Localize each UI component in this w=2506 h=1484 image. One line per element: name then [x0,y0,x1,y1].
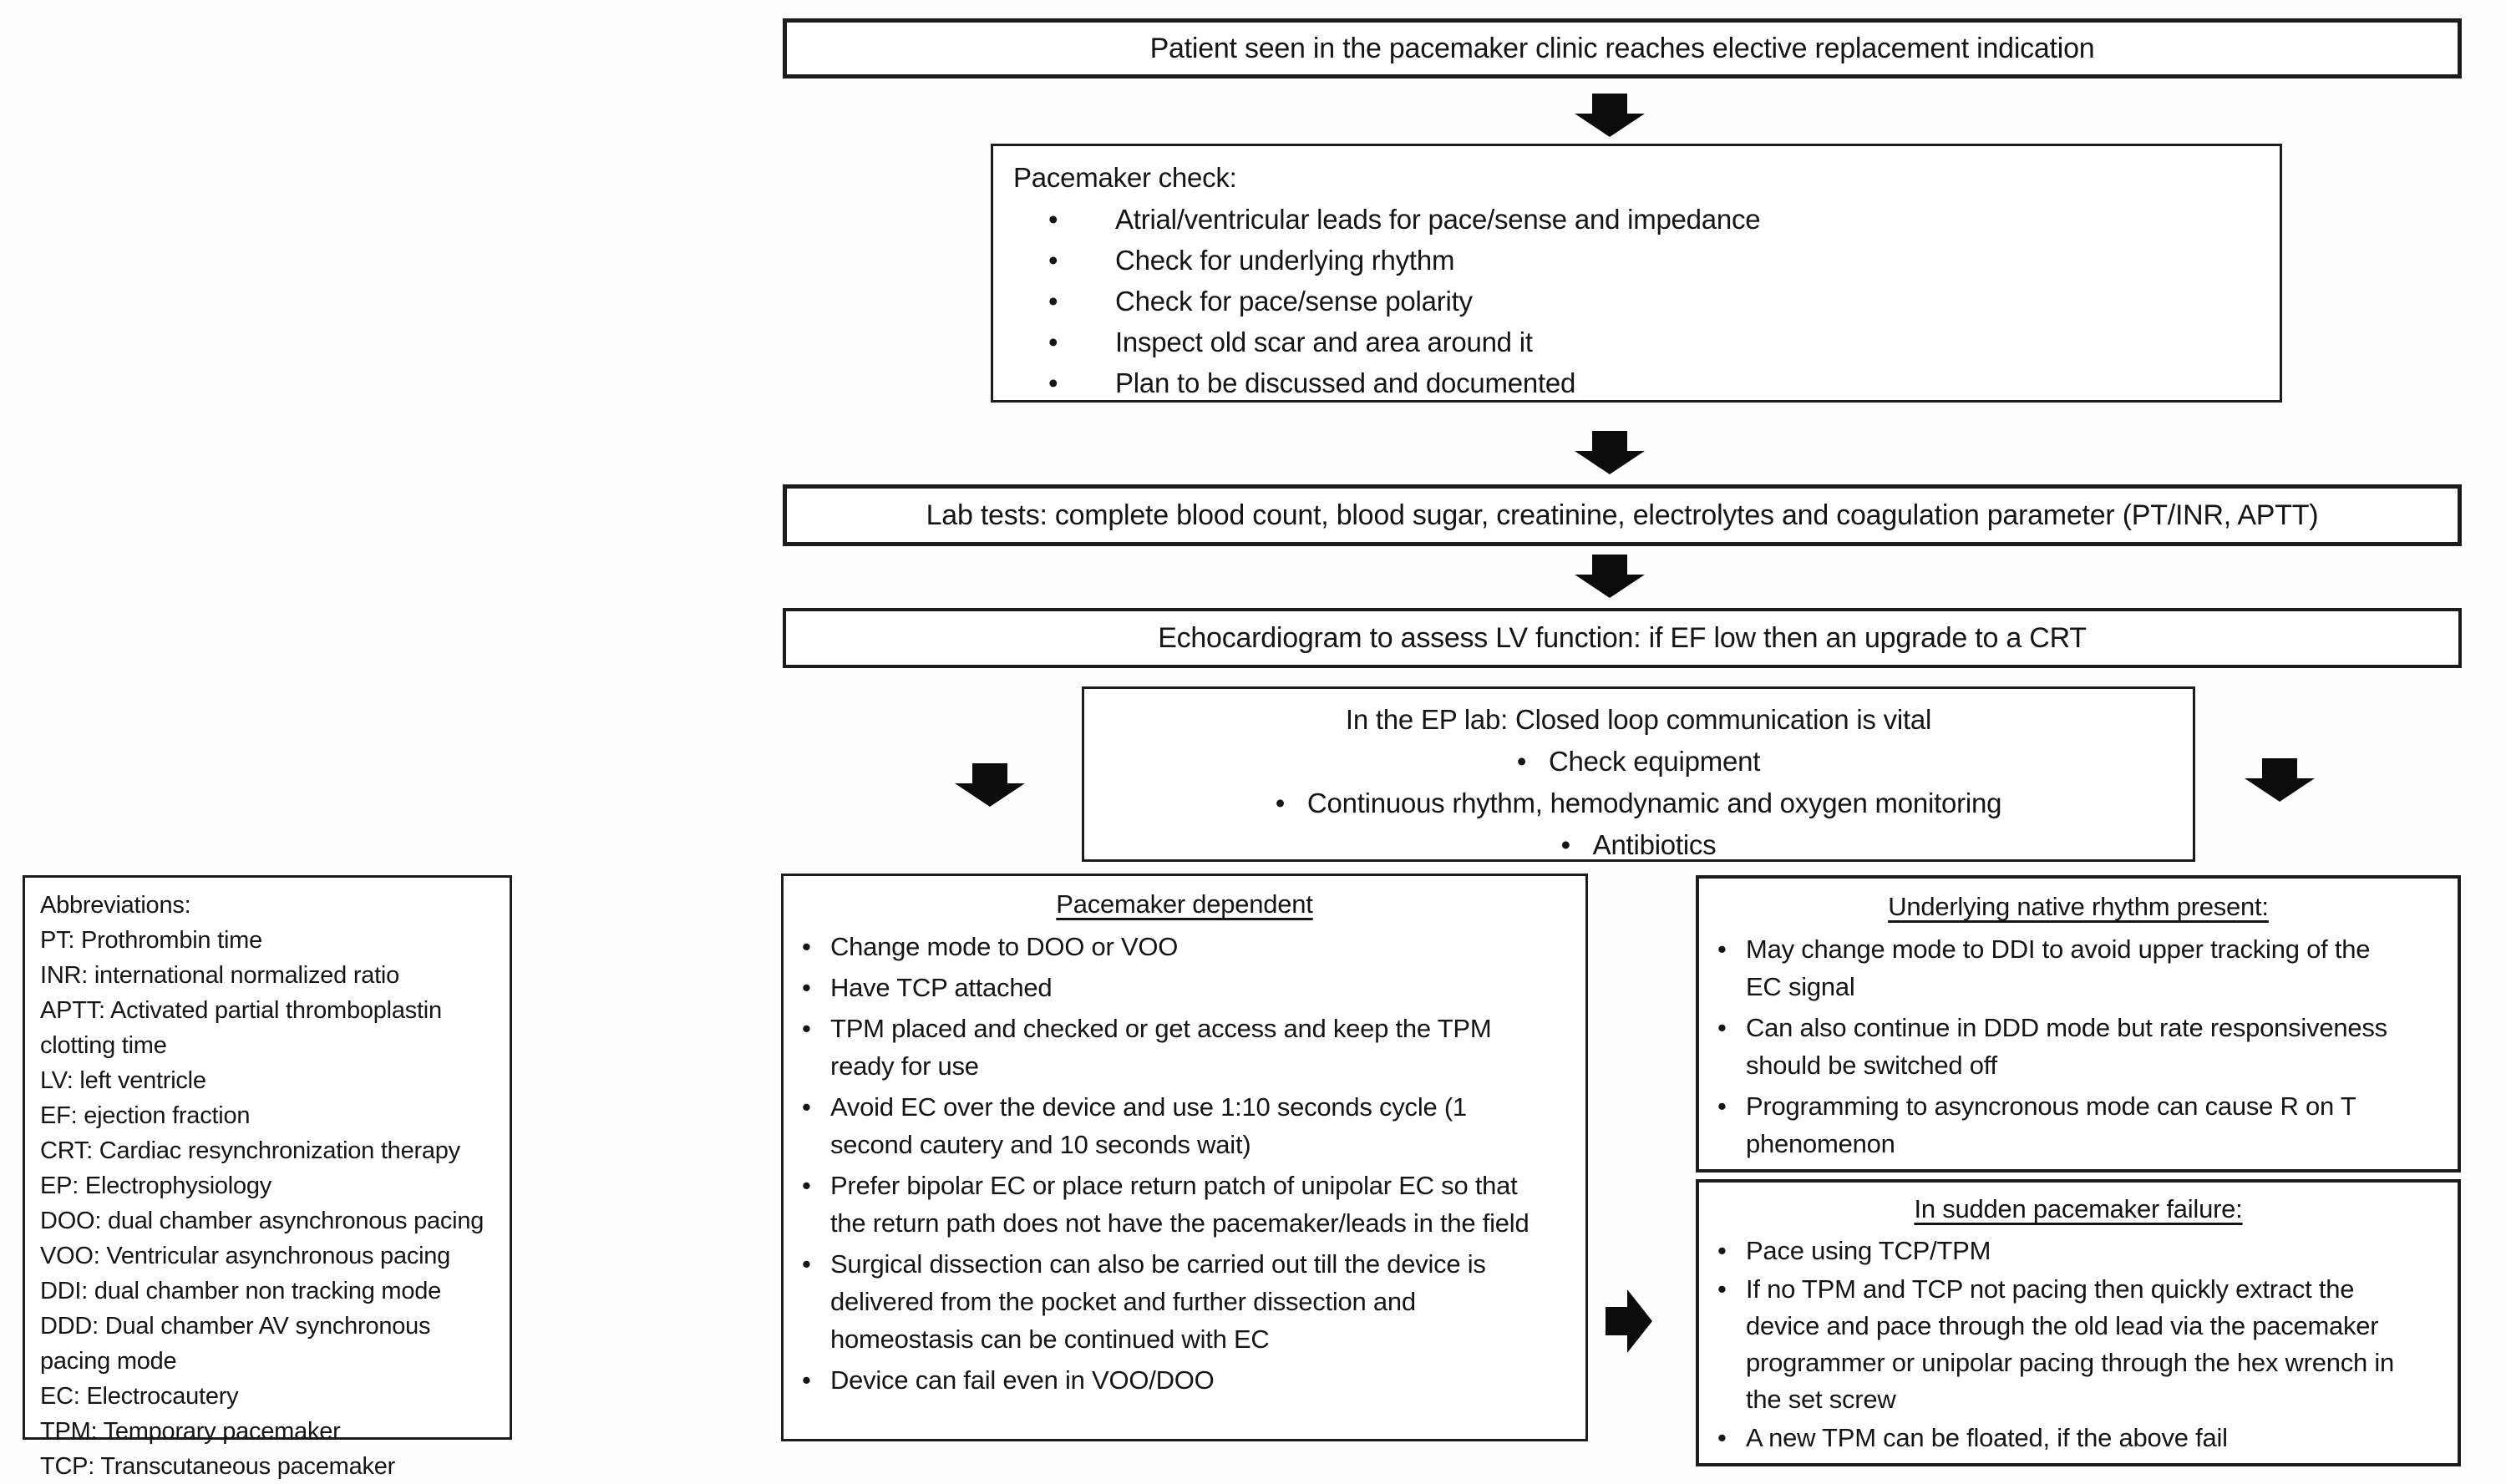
arrow-down-icon [1575,431,1645,474]
list-item: • Check for underlying rhythm [993,241,2280,281]
arrow-down-icon [2245,758,2315,802]
pacemaker-check-node [991,144,2282,403]
list-item: • If no TPM and TCP not pacing then quickly extract the device and pace through the old lead via the pacemaker programmer or unipolar pacing through the hex wrench in the set screw [1699,1271,2458,1418]
abbreviation-item: DDD: Dual chamber AV synchronous pacing mode [40,1313,431,1375]
start-node [783,18,2462,79]
abbreviation-item: VOO: Ventricular asynchronous pacing [40,1243,451,1269]
abbreviation-item: PT: Prothrombin time [40,927,262,954]
list-item: • Inspect old scar and area around it [993,322,2280,362]
list-item: • Device can fail even in VOO/DOO [784,1361,1585,1399]
abbreviations-title: Abbreviations: [40,892,191,919]
arrow-down-icon [955,763,1025,807]
lab-tests-text: Lab tests: complete blood count, blood sugar, creatinine, electrolytes and coagulation parameter (PT/INR, APTT) [926,499,2319,531]
list-item: • A new TPM can be floated, if the above fail [1699,1420,2458,1456]
pacemaker-check-title: Pacemaker check: [1013,162,1237,193]
list-item: • Antibiotics [1084,824,2193,866]
list-item: • Change mode to DOO or VOO [784,928,1585,965]
list-item: • Continuous rhythm, hemodynamic and oxygen monitoring [1084,783,2193,824]
ep-lab-title: In the EP lab: Closed loop communication is vital [1345,704,1932,735]
abbreviation-item: EF: ejection fraction [40,1102,251,1129]
list-item: • Atrial/ventricular leads for pace/sense and impedance [993,200,2280,240]
list-item: • Programming to asyncronous mode can cause R on T phenomenon [1699,1087,2458,1162]
pacemaker-dependent-list [784,928,1585,1399]
echocardiogram-node [783,608,2462,668]
lab-tests-node [783,484,2462,546]
abbreviations-legend [23,875,512,1480]
list-item: • Pace using TCP/TPM [1699,1233,2458,1269]
sudden-failure-title: In sudden pacemaker failure: [1914,1194,2243,1223]
list-item: • Prefer bipolar EC or place return patch of unipolar EC so that the return path does not have the pacemaker/leads in the field [784,1167,1585,1242]
start-node-text: Patient seen in the pacemaker clinic reaches elective replacement indication [1149,32,2095,64]
abbreviation-item: TCP: Transcutaneous pacemaker [40,1453,396,1480]
list-item: • Avoid EC over the device and use 1:10 seconds cycle (1 second cautery and 10 seconds wait) [784,1088,1585,1163]
echocardiogram-text: Echocardiogram to assess LV function: if EF low then an upgrade to a CRT [1158,621,2087,654]
arrow-down-icon [1575,94,1645,137]
pacemaker-dependent-node [781,874,1588,1441]
pacemaker-dependent-title: Pacemaker dependent [1056,889,1313,919]
abbreviation-item: CRT: Cardiac resynchronization therapy [40,1137,460,1164]
ep-lab-list [1084,741,2193,866]
sudden-failure-node [1696,1179,2461,1466]
abbreviation-item: INR: international normalized ratio [40,962,400,989]
native-rhythm-list [1699,930,2458,1162]
list-item: • Check for pace/sense polarity [993,281,2280,322]
list-item: • TPM placed and checked or get access and keep the TPM ready for use [784,1010,1585,1085]
native-rhythm-title: Underlying native rhythm present: [1888,892,2269,921]
abbreviation-item: APTT: Activated partial thromboplastin clotting time [40,997,442,1059]
ep-lab-node [1082,686,2195,862]
sudden-failure-list [1699,1233,2458,1456]
abbreviation-item: DOO: dual chamber asynchronous pacing [40,1208,484,1234]
abbreviation-item: EC: Electrocautery [40,1383,239,1410]
abbreviation-item: TPM: Temporary pacemaker [40,1418,341,1445]
native-rhythm-node [1696,875,2461,1173]
list-item: • Check equipment [1084,741,2193,783]
arrow-right-icon [1606,1281,1652,1361]
pacemaker-check-list [993,200,2280,403]
list-item: • Have TCP attached [784,969,1585,1006]
list-item: • Can also continue in DDD mode but rate responsiveness should be switched off [1699,1009,2458,1084]
list-item: • Plan to be discussed and documented [993,363,2280,403]
list-item: • May change mode to DDI to avoid upper tracking of the EC signal [1699,930,2458,1005]
abbreviation-item: LV: left ventricle [40,1067,206,1094]
arrow-down-icon [1575,555,1645,598]
abbreviation-item: EP: Electrophysiology [40,1173,272,1199]
abbreviation-item: DDI: dual chamber non tracking mode [40,1278,442,1304]
list-item: • Surgical dissection can also be carried out till the device is delivered from the pocket and further dissection and homeostasis can be continued with EC [784,1245,1585,1358]
